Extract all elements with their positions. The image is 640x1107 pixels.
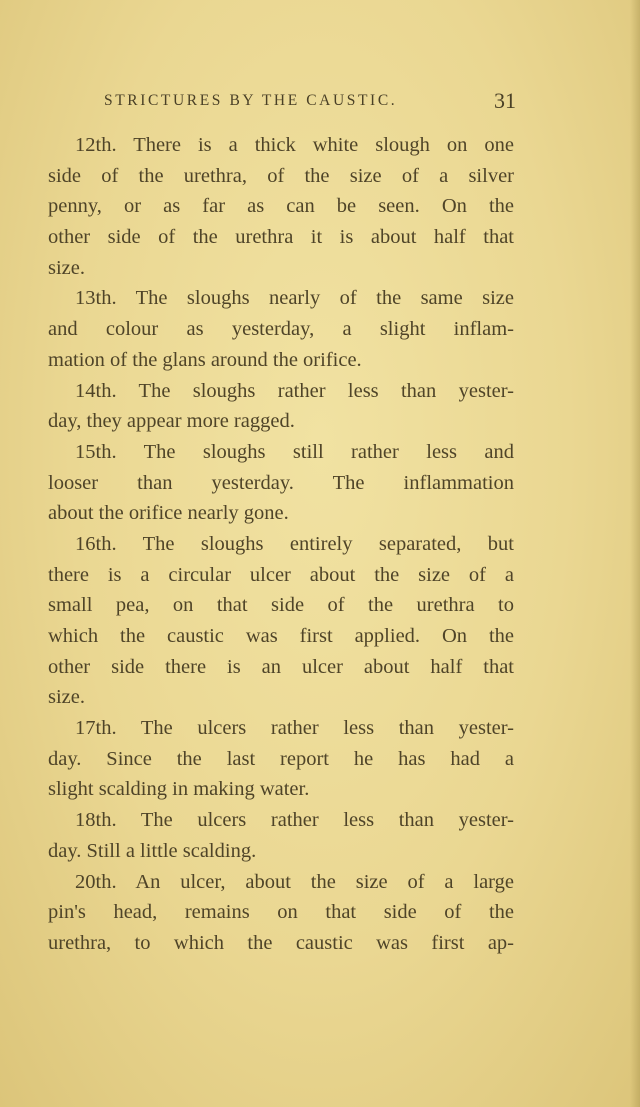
text-line: day. Since the last report he has had a [48, 747, 514, 770]
text-line: 13th. The sloughs nearly of the same size [75, 287, 514, 310]
body-text [48, 130, 514, 959]
text-line: which the caustic was first applied. On the [48, 625, 514, 647]
text-line: other side there is an ulcer about half that [48, 655, 514, 678]
text-line: slight scalding in making water. [48, 778, 310, 801]
text-line: 12th. There is a thick white slough on one [75, 134, 514, 156]
text-line: 20th. An ulcer, about the size of a large [75, 870, 514, 893]
text-line: 17th. The ulcers rather less than yester- [75, 717, 514, 740]
text-line: 14th. The sloughs rather less than yester- [75, 379, 514, 402]
text-line: and colour as yesterday, a slight inflam- [48, 318, 514, 341]
page-edge-shadow [630, 0, 640, 1107]
text-line: pin's head, remains on that side of the [48, 901, 514, 924]
text-line: 15th. The sloughs still rather less and [75, 440, 514, 463]
text-line: mation of the glans around the orifice. [48, 348, 362, 371]
text-line: looser than yesterday. The inflammation [48, 471, 514, 494]
text-line: other side of the urethra it is about half that [48, 226, 514, 249]
text-line: 16th. The sloughs entirely separated, but [75, 532, 514, 555]
text-line: size. [48, 256, 85, 279]
text-line: size. [48, 686, 85, 709]
text-line: about the orifice nearly gone. [48, 502, 289, 525]
text-line: there is a circular ulcer about the size of a [48, 563, 514, 586]
text-line: urethra, to which the caustic was first ap- [48, 931, 514, 954]
page-header [48, 88, 518, 116]
text-line: penny, or as far as can be seen. On the [48, 195, 514, 218]
text-line: small pea, on that side of the urethra to [48, 594, 514, 617]
page-number: 31 [494, 88, 516, 113]
text-line: side of the urethra, of the size of a silver [48, 164, 514, 187]
running-head: STRICTURES BY THE CAUSTIC. [104, 92, 398, 109]
text-line: 18th. The ulcers rather less than yester- [75, 809, 514, 832]
text-line: day, they appear more ragged. [48, 410, 295, 433]
text-line: day. Still a little scalding. [48, 839, 257, 862]
